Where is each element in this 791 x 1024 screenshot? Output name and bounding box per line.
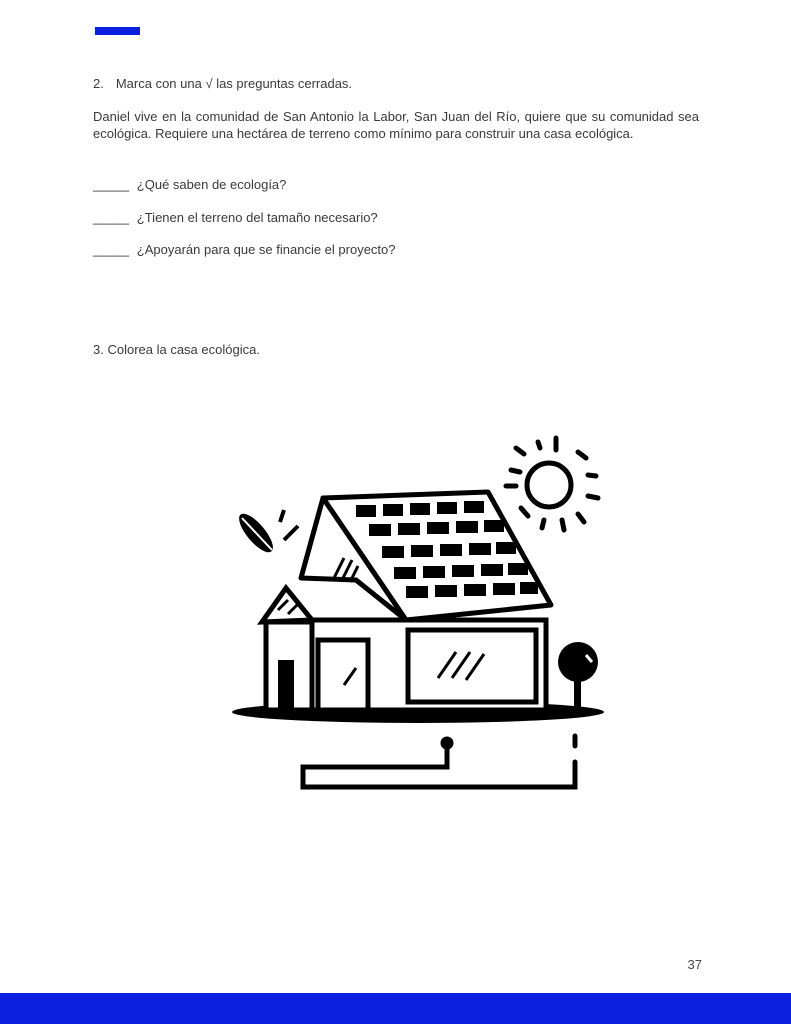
window-right (408, 630, 536, 702)
answer-blank: _____ (93, 177, 130, 192)
option-1-text: ¿Qué saben de ecología? (136, 177, 287, 192)
option-3 (93, 241, 699, 258)
option-3-text: ¿Apoyarán para que se financie el proyecto? (136, 242, 396, 257)
tree-icon (558, 642, 598, 710)
question-2-number: 2. (93, 76, 104, 91)
pipe-line (303, 736, 575, 787)
footer-accent-bar (0, 993, 791, 1024)
option-2 (93, 209, 699, 226)
option-2-text: ¿Tienen el terreno del tamaño necesario? (136, 210, 378, 225)
window-left (318, 640, 368, 710)
leaf-icon (234, 509, 298, 557)
sun-icon (506, 438, 598, 530)
question-3-title: 3. Colorea la casa ecológica. (93, 342, 260, 357)
door (278, 660, 294, 710)
answer-blank: _____ (93, 242, 130, 257)
question-2-instruction: Marca con una √ las preguntas cerradas. (115, 76, 353, 91)
eco-house-icon (226, 430, 610, 802)
header-accent-bar (95, 27, 140, 35)
question-2-title (93, 75, 699, 92)
page-number: 37 (687, 957, 702, 972)
answer-blank: _____ (93, 210, 130, 225)
option-1 (93, 176, 699, 193)
question-2-paragraph: Daniel vive en la comunidad de San Antonio la Labor, San Juan del Río, quiere que su comunidad sea ecológica. Requiere una hectárea de terreno como mínimo para construir una casa ecológica. (93, 109, 699, 141)
